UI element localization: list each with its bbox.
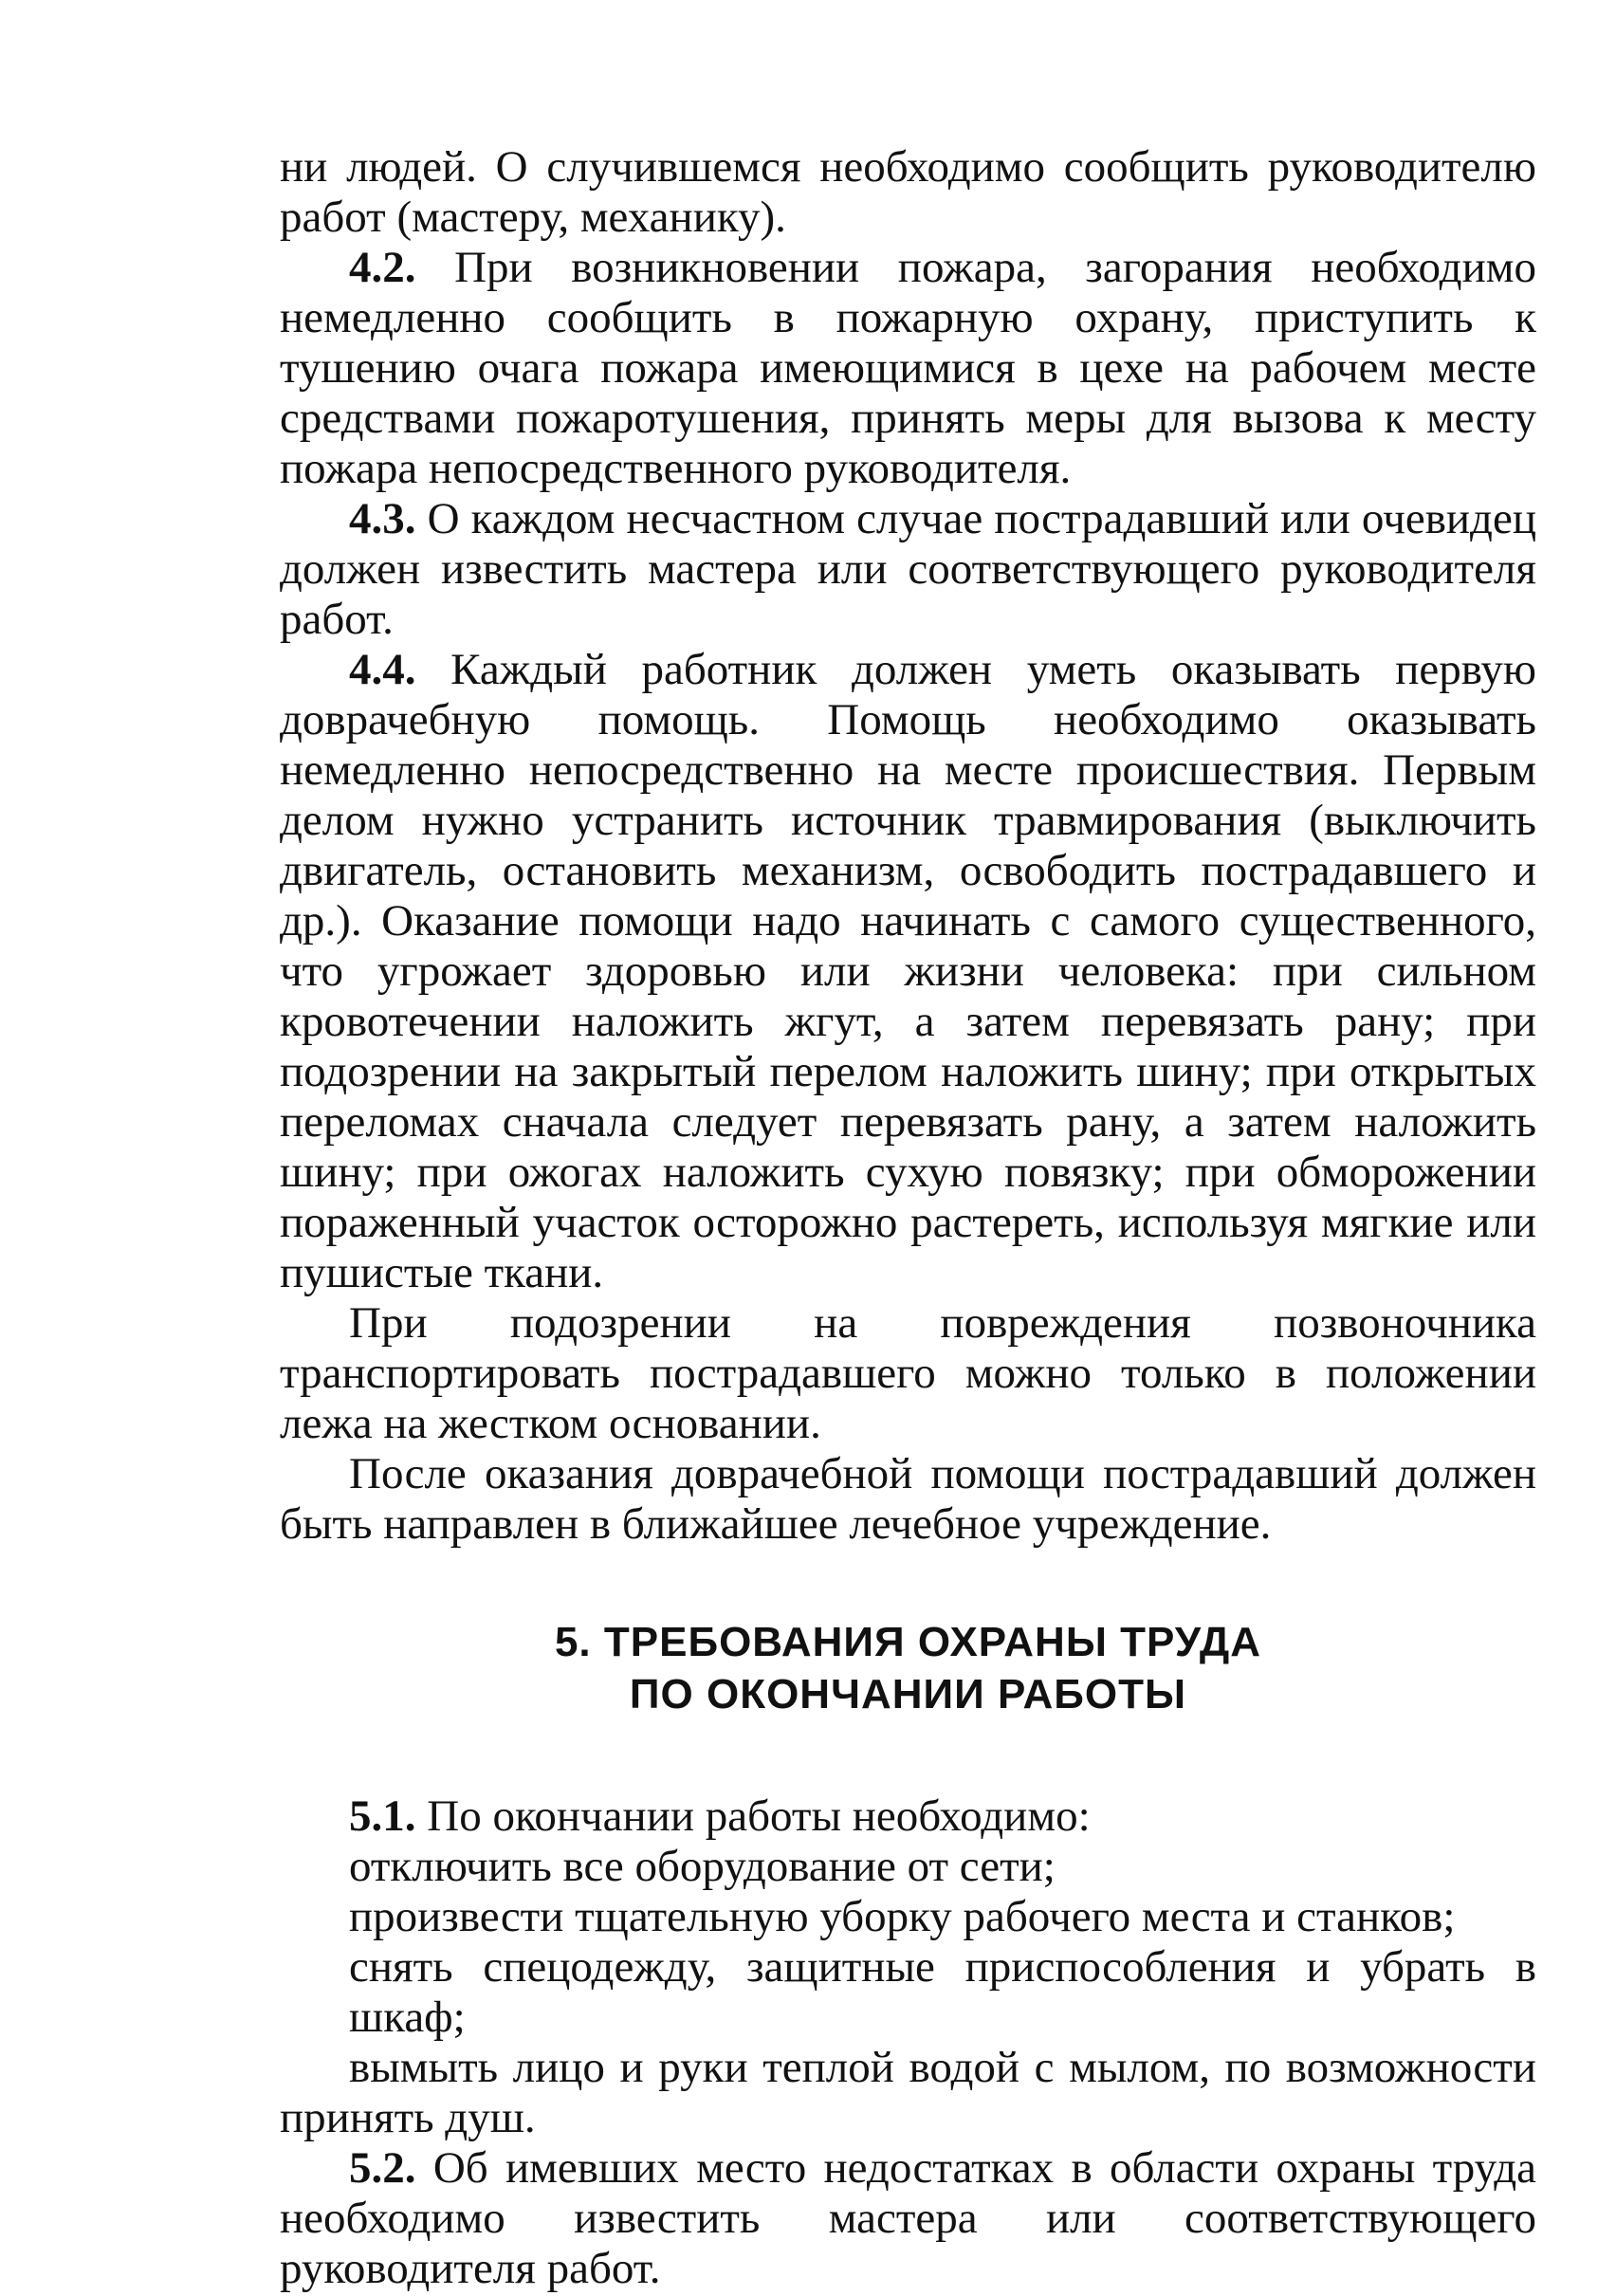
document-page (280, 142, 1536, 2294)
paragraph-5-1 (280, 1791, 1536, 1842)
paragraph-text: При возникновении пожара, загорания необходимо немедленно сообщить в пожарную охрану, приступить к тушению очага пожара имеющимися в цехе на рабочем месте средствами пожаротушения, принять меры для вызова к месту пожара непосредственного руководителя. (280, 243, 1536, 493)
list-item-text: произвести тщательную уборку рабочего места и станков; (349, 1892, 1456, 1941)
paragraph-text: Об имевших место недостатках в области охраны труда необходимо известить мастера или соответствующего руководителя работ. (280, 2143, 1536, 2293)
clause-number: 5.1. (349, 1791, 416, 1841)
clause-number: 4.2. (349, 243, 416, 292)
paragraph-text: О каждом несчастном случае пострадавший или очевидец должен известить мастера или соответствующего руководителя работ. (280, 494, 1536, 644)
paragraph-spine-injury (280, 1298, 1536, 1449)
clause-number: 4.3. (349, 494, 416, 543)
section-heading (280, 1616, 1536, 1720)
paragraph-text: По окончании работы необходимо: (415, 1791, 1091, 1841)
paragraph-4-3 (280, 494, 1536, 645)
list-item (280, 1842, 1536, 1892)
paragraph-text: При подозрении на повреждения позвоночника транспортировать пострадавшего можно только в положении лежа на жестком основании. (280, 1298, 1536, 1448)
paragraph-5-2 (280, 2143, 1536, 2294)
paragraph-4-2 (280, 243, 1536, 494)
list-item-text: отключить все оборудование от сети; (349, 1842, 1056, 1891)
list-item (280, 1942, 1536, 2043)
paragraph-text: Каждый работник должен уметь оказывать первую доврачебную помощь. Помощь необходимо оказывать немедленно непосредственно на месте происшествия. Первым делом нужно устранить источник травмирования (выключить двигатель, остановить механизм, освободить пострадавшего и др.). Оказание помощи надо начинать с самого существенного, что угрожает здоровью или жизни человека: при сильном кровотечении наложить жгут, а затем перевязать рану; при подозрении на закрытый перелом наложить шину; при открытых переломах сначала следует перевязать рану, а затем наложить шину; при ожогах наложить сухую повязку; при обморожении пораженный участок осторожно растереть, используя мягкие или пушистые ткани. (280, 645, 1536, 1297)
paragraph-text: После оказания доврачебной помощи пострадавший должен быть направлен в ближайшее лечебное учреждение. (280, 1449, 1536, 1549)
list-item (280, 2043, 1536, 2143)
clause-number: 4.4. (349, 645, 416, 694)
section-heading-line-2: ПО ОКОНЧАНИИ РАБОТЫ (629, 1671, 1187, 1717)
list-item-text: снять спецодежду, защитные приспособления и убрать в шкаф; (349, 1942, 1536, 2042)
paragraph-continuation (280, 142, 1536, 243)
paragraph-after-first-aid (280, 1449, 1536, 1550)
section-heading-line-1: 5. ТРЕБОВАНИЯ ОХРАНЫ ТРУДА (554, 1619, 1262, 1665)
list-item (280, 1892, 1536, 1942)
paragraph-4-4 (280, 645, 1536, 1298)
paragraph-text: ни людей. О случившемся необходимо сообщить руководителю работ (мастеру, механику). (280, 142, 1536, 242)
clause-number: 5.2. (349, 2143, 416, 2193)
list-item-text: вымыть лицо и руки теплой водой с мылом, по возможности принять душ. (280, 2043, 1536, 2142)
